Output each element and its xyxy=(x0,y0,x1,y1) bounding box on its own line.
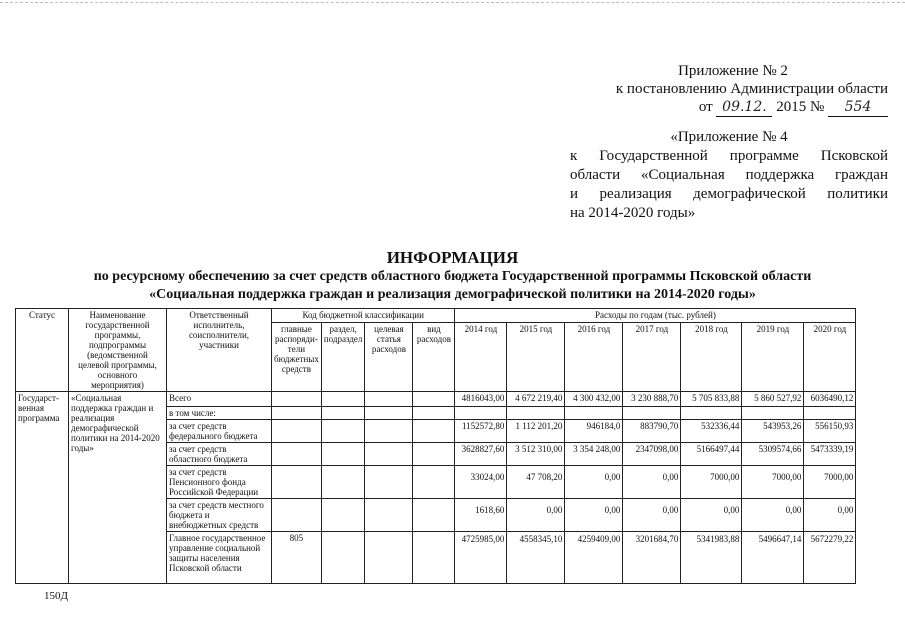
row-label: Главное государственное управление социальной защиты населения Псковской области xyxy=(167,532,272,584)
annex-number: Приложение № 2 xyxy=(678,63,788,79)
header-kbk: Код бюджетной классификации xyxy=(272,309,455,323)
annex-date-line: от 09.12. 2015 № 554 xyxy=(578,98,888,117)
header-year: 2020 год xyxy=(804,322,856,391)
handwritten-number: 554 xyxy=(828,98,888,117)
table-row: за счет средств федерального бюджета 1152572,80 1 112 201,20 946184,0 883790,70 532336,44 543953,26 556150,93 xyxy=(16,420,856,443)
document-title: ИНФОРМАЦИЯ xyxy=(386,248,519,267)
table-row: за счет средств Пенсионного фонда Российской Федерации 33024,00 47 708,20 0,00 0,00 7000,00 7000,00 7000,00 xyxy=(16,466,856,499)
table-row: за счет средств местного бюджета и внебюджетных средств 1618,60 0,00 0,00 0,00 0,00 0,00 0,00 xyxy=(16,499,856,532)
handwritten-date: 09.12. xyxy=(716,98,772,117)
row-grbs: 805 xyxy=(272,532,322,584)
header-year: 2019 год xyxy=(742,322,804,391)
row-label: за счет средств федерального бюджета xyxy=(167,420,272,443)
table-row: Главное государственное управление социальной защиты населения Псковской области 805 4725985,00 4558345,10 4259409,00 3201684,70 5341983,88 5496647,14 5672279,22 xyxy=(16,532,856,584)
header-responsible: Ответственный исполнитель, соисполнители, участники xyxy=(167,309,272,392)
row-label: за счет средств Пенсионного фонда Российской Федерации xyxy=(167,466,272,499)
header-year: 2014 год xyxy=(455,322,507,391)
header-kbk-section: раздел, подраздел xyxy=(321,322,365,391)
scan-edge-line xyxy=(0,2,905,3)
table-row: Государст-венная программа «Социальная поддержка граждан и реализация демографической политики на 2014-2020 годы» Всего 4816043,00 4 672 219,40 4 300 432,00 3 230 888,70 5 705 833,88 5 860 527,92 6036490,12 xyxy=(16,392,856,407)
document-subtitle: по ресурсному обеспечению за счет средств областного бюджета Государственной программы Псковской области xyxy=(93,269,812,284)
header-year: 2016 год xyxy=(565,322,623,391)
annex4-block: «Приложение № 4 к Государственной программе Псковской области «Социальная поддержка граждан и реализация демографической политики на 2014-2020 годы» xyxy=(570,129,888,221)
header-status: Статус xyxy=(16,309,69,392)
annex-header xyxy=(578,62,888,117)
resource-table xyxy=(15,308,856,584)
header-year: 2017 год xyxy=(623,322,681,391)
header-year: 2018 год xyxy=(681,322,742,391)
header-kbk-type: вид расходов xyxy=(413,322,455,391)
header-year: 2015 год xyxy=(507,322,565,391)
annex-resolution: к постановлению Администрации области xyxy=(615,81,888,97)
table-row: за счет средств областного бюджета 3628827,60 3 512 310,00 3 354 248,00 2347098,00 5166497,44 5309574,66 5473339,19 xyxy=(16,443,856,466)
row-program: «Социальная поддержка граждан и реализация демографической политики на 2014-2020 годы» xyxy=(69,392,167,584)
header-name: Наименование государственной программы, подпрограммы (ведомственной целевой программы, основного мероприятия) xyxy=(69,309,167,392)
header-expenses: Расходы по годам (тыс. рублей) xyxy=(455,309,856,323)
row-label: в том числе: xyxy=(167,407,272,420)
header-kbk-article: целевая статья расходов xyxy=(365,322,413,391)
row-label: Всего xyxy=(167,392,272,407)
row-label: за счет средств местного бюджета и внебюджетных средств xyxy=(167,499,272,532)
header-kbk-grbs: главные распоряди-тели бюджетных средств xyxy=(272,322,322,391)
row-label: за счет средств областного бюджета xyxy=(167,443,272,466)
row-grbs xyxy=(272,392,322,407)
row-status: Государст-венная программа xyxy=(16,392,69,584)
page-footer-code: 150Д xyxy=(44,590,69,602)
program-name-title: «Социальная поддержка граждан и реализация демографической политики на 2014-2020 годы» xyxy=(149,287,756,302)
